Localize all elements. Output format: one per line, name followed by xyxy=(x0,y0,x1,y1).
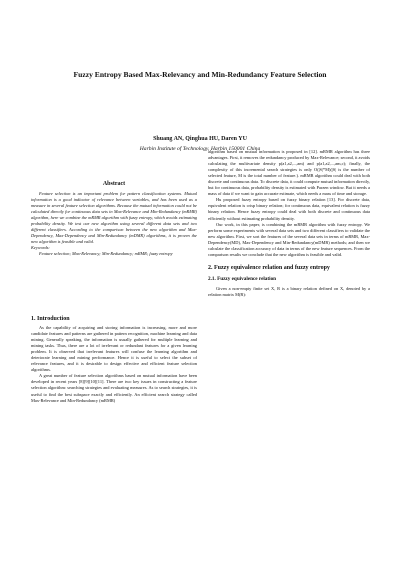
abstract-heading: Abstract xyxy=(102,181,126,187)
paper-affiliation: Harbin Institute of Technology, Harbin 150001 China xyxy=(139,146,261,152)
introduction-paragraph-2: A great number of feature selection algorithms based on mutual information have been developed in recent years [8][9][10][11]. There are two key issues in constructing a feature selection algorithm: searching strategies and evaluating measures. As to search strategies, it is useful to find the best subspace exactly and efficiently. An efficient search strategy called Max-Relevance and Min-Redundancy (mRMR) xyxy=(31,373,197,403)
section-2-1-paragraph: Given a non-empty finite set X, R is a binary relation defined on X, denoted by a relation matrix M(R): xyxy=(208,285,370,297)
right-column xyxy=(208,149,370,298)
paper-authors: Shuang AN, Qinghua HU, Daren YU xyxy=(153,136,247,142)
keywords-label: Keywords: xyxy=(31,245,50,251)
abstract-text: Feature selection is an important problem for pattern classification systems. Mutual information is a good indicator of relevance between variables, and has been used as a measure in several feature selection algorithms. Because the mutual information could not be calculated directly for continuous data sets in Max-Relevance and Min-Redundancy (mRMR) algorithm, here we combine the mRMR algorithm with fuzzy entropy, which avoids estimating probability density. We test our new algorithm using several different data sets and two different classifiers. According to the comparison between the new algorithm and Max-Dependency, Max-Dependency and Min-Redundancy (mDMR) algorithms, it is proven the new algorithm is feasible and valid. xyxy=(31,191,197,245)
section-2-heading: 2. Fuzzy equivalence relation and fuzzy entropy xyxy=(208,264,330,271)
section-2-1-heading: 2.1. Fuzzy equivalence relation xyxy=(208,275,277,282)
keywords-text: Feature selection; Max-Relevancy; Min-Redundancy; mRMR; fuzzy entropy xyxy=(39,251,173,257)
abstract-section xyxy=(31,181,197,258)
introduction-paragraph-1: As the capability of acquiring and storing information is increasing, more and more candidate features and patterns are gathered in pattern recognition, machine learning and data mining. Generally speaking, the information is usually gathered for multiple learning and mining tasks. Thus, there are a lot of irrelevant or redundant features for a given learning problem. It is observed that irrelevant features will confuse the learning algorithm and deteriorate learning and mining performance. Hence it is useful to select the subset of relevance features, and it is desirable to design effective and efficient feature selection algorithms. xyxy=(31,325,197,373)
right-paragraph-1: algorithm based on mutual information is proposed in [12]. mRMR algorithm has three advantages. First, it removes the redundancy produced by Max-Relevance; second, it avoids calculating the multivariate density p(a1,a2,...,am) and p(a1,a2,...,am,c); finally, the complexity of this incremental search strategies is only O(|S|*M)(|S| is the number of selected feature, M is the total number of feature.). mRMR algorithm could deal with both discrete and continuous data. To discrete data, it could compute mutual information directly, but for continuous data, probability density is estimated with Parzen window. But it needs a mass of data if we want to gain accurate estimate, which needs a mass of time and storage. xyxy=(208,149,370,197)
introduction-heading: 1. Introduction xyxy=(31,316,70,322)
paper-title: Fuzzy Entropy Based Max-Relevancy and Min-Redundancy Feature Selection xyxy=(73,70,327,79)
introduction-section xyxy=(31,315,197,404)
right-paragraph-2: Hu proposed fuzzy entropy based on fuzzy binary relation [13]. For discrete data, equivalent relation is crisp binary relation; for continuous data, equivalent relation is fuzzy binary relation. Hence fuzzy entropy could deal with both discrete and continuous data efficiently without estimating probability density. xyxy=(208,197,370,221)
right-paragraph-3: Our work, in this paper, is combining the mRMR algorithm with fuzzy entropy. We perform some experiments with several data sets and two different classifiers to validate the new algorithm. First, we sort the features of the several data sets in terms of mRMR, Max-Dependency(MD), Max-Dependency and Min-Redundancy(mDMR) methods; and then we calculate the classification accuracy of data in terms of the new feature sequences. From the comparison results we conclude that the new algorithm is feasible and valid. xyxy=(208,221,370,257)
